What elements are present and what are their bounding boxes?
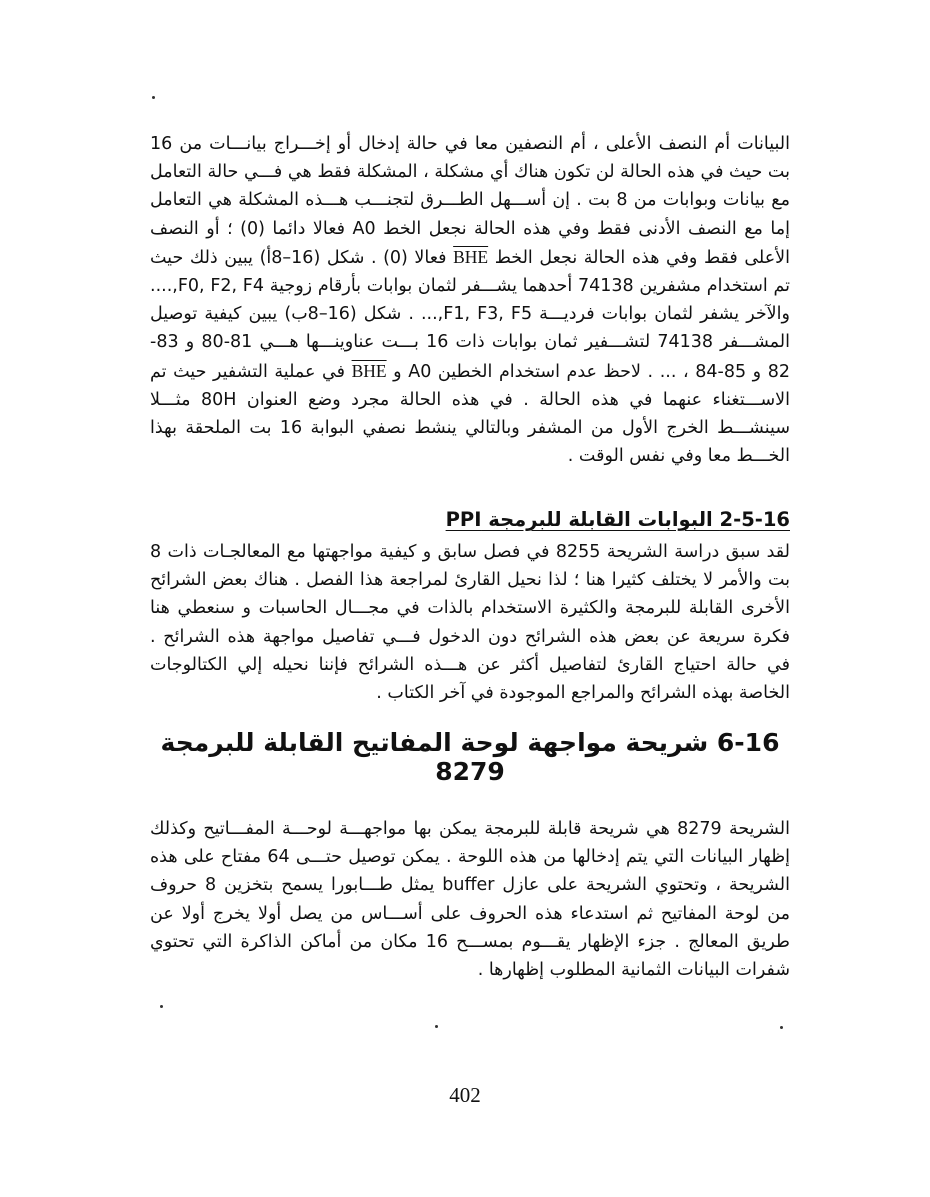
body-paragraph-1 <box>150 130 790 470</box>
section-heading-ppi: 2-5-16 البوابات القابلة للبرمجة PPI <box>445 508 790 531</box>
scan-speck <box>435 1025 438 1028</box>
paragraph-1-part-2: فعالا (0) . شكل (16–8أ) يبين ذلك حيث تم استخدام مشفرين 74138 أحدهما يشـــفر لثمان بوابات بأرقام زوجية F0, F2, F4,.... والآخر يشفر لثمان بوابات فرديـــة F1, F3, F5,... . شكل (16–8ب) يبين كيفية توصيل المشـــفر 74138 لتشـــفير ثمان بوابات ذات 16 بـــت عناوينـــها هـــي 81-80 و 83-82 و 85-84 ، ... . لاحظ عدم استخدام الخطين A0 و <box>150 247 790 382</box>
bhe-signal-label: $\overline{BHE}$ <box>351 360 387 381</box>
scan-speck <box>152 96 155 99</box>
section-heading-8279: 6-16 شريحة مواجهة لوحة المفاتيح القابلة للبرمجة 8279 <box>160 728 780 786</box>
bhe-signal-label: $\overline{BHE}$ <box>453 246 489 267</box>
scan-speck <box>780 1026 783 1029</box>
paragraph-1-part-3: في عملية التشفير حيث تم الاســـتغناء عنهما في هذه الحالة . في هذه الحالة مجرد وضع العنوان 80H مثـــلا سينشـــط الخرج الأول من المشفر وبالتالي ينشط نصفي البوابة 16 بت الملحقة بهذا الخـــط معا وفي نفس الوقت . <box>150 361 790 467</box>
paragraph-1-part-1: البيانات أم النصف الأعلى ، أم النصفين معا في حالة إدخال أو إخـــراج بيانـــات من 16 بت حيث في هذه الحالة لن تكون هناك أي مشكلة ، المشكلة فقط هي فـــي حالة التعامل مع بيانات وبوابات من 8 بت . إن أســـهل الطـــرق لتجنـــب هـــذه المشكلة هي التعامل إما مع النصف الأدنى فقط وفي هذه الحالة نجعل الخط A0 فعالا دائما (0) ؛ أو النصف الأعلى فقط وفي هذه الحالة نجعل الخط <box>150 134 790 268</box>
body-paragraph-3 <box>150 815 790 984</box>
scan-speck <box>160 1005 163 1008</box>
paragraph-2-text: لقد سبق دراسة الشريحة 8255 في فصل سابق و كيفية مواجهتها مع المعالجـات ذات 8 بت والأمر لا يختلف كثيرا هنا ؛ لذا نحيل القارئ لمراجعة هذا الفصل . هناك بعض الشرائح الأخرى القابلة للبرمجة والكثيرة الاستخدام بالذات في مجـــال الحاسبات و سنعطي هنا فكرة سريعة عن بعض هذه الشرائح دون الدخول فـــي تفاصيل مواجهة هذه الشرائح . في حالة احتياج القارئ لتفاصيل أكثر عن هـــذه الشرائح فإننا نحيله إلي الكتالوجات الخاصة بهذه الشرائح والمراجع الموجودة في آخر الكتاب . <box>150 542 790 704</box>
page-number: 402 <box>449 1083 481 1107</box>
paragraph-3-text: الشريحة 8279 هي شريحة قابلة للبرمجة يمكن بها مواجهـــة لوحـــة المفـــاتيح وكذلك إظهار البيانات التي يتم إدخالها من هذه اللوحة . يمكن توصيل حتـــى 64 مفتاح على هذه الشريحة ، وتحتوي الشريحة على عازل buffer يمثل طـــابورا يسمح بتخزين 8 حروف من لوحة المفاتيح ثم استدعاء هذه الحروف على أســـاس من يصل أولا يخرج أولا عن طريق المعالج . جزء الإظهار يقـــوم بمســـح 16 مكان من أماكن الذاكرة التي تحتوي شفرات البيانات الثمانية المطلوب إظهارها . <box>150 819 791 981</box>
body-paragraph-2 <box>150 538 790 707</box>
